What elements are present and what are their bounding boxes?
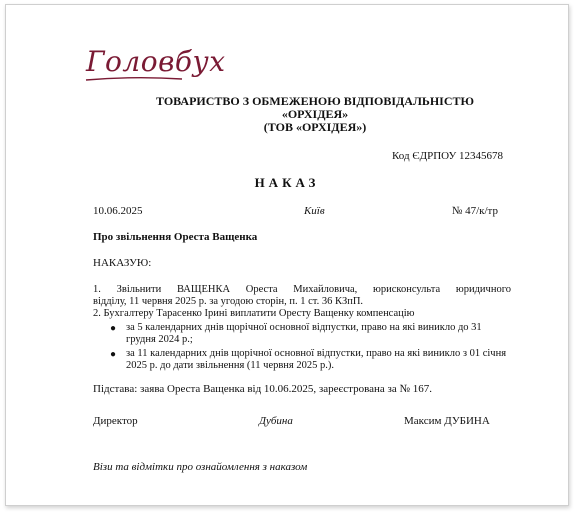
order-city: Київ xyxy=(304,205,325,217)
order-date: 10.06.2025 xyxy=(93,205,143,217)
list-item-text: за 11 календарних днів щорічної основної відпустки, право на які виникло з 01 січня 2025 р. до дати звільнення (11 червня 2025 р.). xyxy=(126,348,507,371)
signatory-name: Максим ДУБИНА xyxy=(404,415,490,427)
bullet-icon: ● xyxy=(110,349,117,360)
logo-underline xyxy=(84,75,184,83)
organization-line-1: ТОВАРИСТВО З ОБМЕЖЕНОЮ ВІДПОВІДАЛЬНІСТЮ xyxy=(156,94,474,108)
signatory-position: Директор xyxy=(93,415,138,427)
organization-line-2: «ОРХІДЕЯ» xyxy=(281,107,349,121)
order-body xyxy=(93,284,511,372)
signature: Дубина xyxy=(259,415,293,427)
acknowledgement-notes: Візи та відмітки про ознайомлення з наказом xyxy=(93,461,308,473)
document-title: НАКАЗ xyxy=(254,175,320,190)
document-page xyxy=(5,4,569,506)
compensation-list xyxy=(93,322,511,372)
order-word: НАКАЗУЮ: xyxy=(93,257,152,269)
organization-line-3: (ТОВ «ОРХІДЕЯ») xyxy=(263,120,367,134)
organization-header xyxy=(156,95,474,134)
logo-text: Головбух xyxy=(86,45,226,78)
list-item-text: за 5 календарних днів щорічної основної відпустки, право на які виникло до 31 грудня 2024 р.; xyxy=(126,322,482,345)
order-basis: Підстава: заява Ореста Ващенка від 10.06.2025, зареєстрована за № 167. xyxy=(93,383,433,395)
order-item-1 xyxy=(93,284,511,308)
logo xyxy=(86,45,226,78)
order-number: № 47/к/тр xyxy=(451,205,498,217)
edrpou-code: Код ЄДРПОУ 12345678 xyxy=(392,150,504,162)
bullet-icon: ● xyxy=(110,323,117,334)
order-item-2: 2. Бухгалтеру Тарасенко Ірині виплатити Оресту Ващенку компенсацію xyxy=(93,308,415,319)
order-item-1-line-1: 1. Звільнити ВАЩЕНКА Ореста Михайловича, юрисконсульта юридичного xyxy=(93,284,511,295)
order-item-1-line-2: відділу, 11 червня 2025 р. за угодою сторін, п. 1 ст. 36 КЗпП. xyxy=(93,296,364,307)
order-subject: Про звільнення Ореста Ващенка xyxy=(93,231,258,243)
list-item xyxy=(110,322,511,346)
list-item xyxy=(110,348,511,372)
